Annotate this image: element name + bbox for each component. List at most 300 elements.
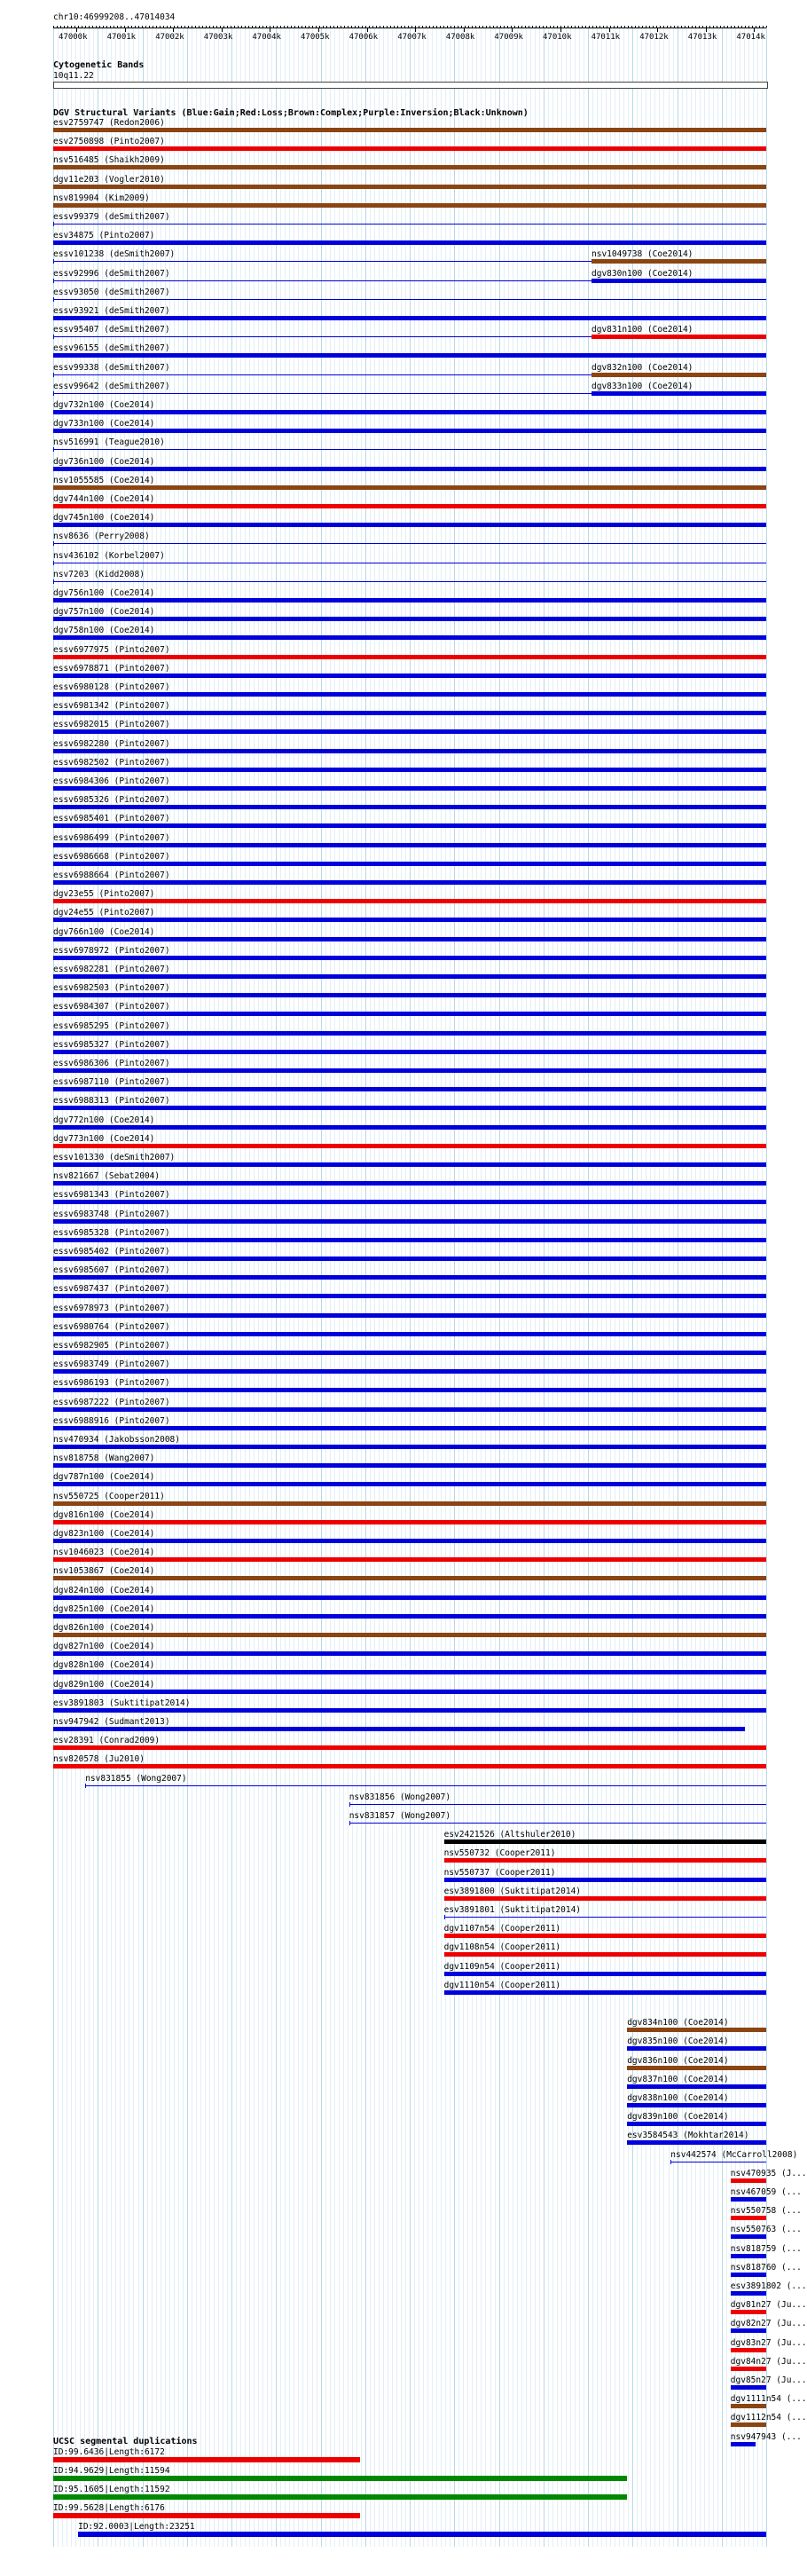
variant-bar[interactable] xyxy=(53,316,766,320)
variant-label[interactable]: esv2421526 (Altshuler2010) xyxy=(443,1830,576,1839)
variant-bar[interactable] xyxy=(731,2254,766,2258)
variant-label[interactable]: dgv758n100 (Coe2014) xyxy=(53,626,155,635)
variant-label[interactable]: dgv766n100 (Coe2014) xyxy=(53,927,155,937)
ruler-minor-tick xyxy=(372,26,373,28)
variant-label[interactable]: essv6982015 (Pinto2007) xyxy=(53,720,170,729)
variant-bar[interactable] xyxy=(53,1012,766,1016)
variant-label[interactable]: dgv816n100 (Coe2014) xyxy=(53,1510,155,1520)
variant-label[interactable]: nsv550725 (Cooper2011) xyxy=(53,1492,165,1501)
variant-bar[interactable] xyxy=(444,1972,766,1976)
grid-line xyxy=(432,27,433,2547)
variant-bar[interactable] xyxy=(53,1162,766,1167)
variant-label[interactable]: essv6984306 (Pinto2007) xyxy=(53,776,170,786)
variant-label[interactable]: dgv81n27 (Ju... xyxy=(730,2300,807,2310)
variant-bar[interactable] xyxy=(53,918,766,922)
ruler-minor-tick xyxy=(213,26,214,28)
variant-label[interactable]: essv99338 (deSmith2007) xyxy=(53,363,170,373)
variant-bar[interactable] xyxy=(53,185,766,189)
variant-label[interactable]: dgv829n100 (Coe2014) xyxy=(53,1680,155,1690)
ruler-major-tick xyxy=(76,28,77,32)
variant-bar[interactable] xyxy=(53,674,766,678)
variant-label[interactable]: esv2759747 (Redon2006) xyxy=(53,118,165,128)
variant-bar[interactable] xyxy=(53,467,766,471)
variant-label[interactable]: nsv831856 (Wong2007) xyxy=(349,1792,451,1802)
variant-label[interactable]: dgv1110n54 (Cooper2011) xyxy=(443,1981,561,1990)
variant-label[interactable]: essv99379 (deSmith2007) xyxy=(53,212,170,222)
variant-label[interactable]: essv6982905 (Pinto2007) xyxy=(53,1341,170,1351)
variant-label[interactable]: nsv436102 (Korbel2007) xyxy=(53,551,165,561)
variant-bar[interactable] xyxy=(592,259,766,264)
variant-label[interactable]: essv101238 (deSmith2007) xyxy=(53,249,176,259)
variant-bar[interactable] xyxy=(627,2140,766,2145)
ruler-minor-tick xyxy=(362,26,363,28)
variant-label[interactable]: essv95407 (deSmith2007) xyxy=(53,325,170,335)
variant-label[interactable]: dgv837n100 (Coe2014) xyxy=(627,2075,729,2084)
variant-bar[interactable] xyxy=(627,2084,766,2089)
ruler-minor-tick xyxy=(596,26,597,28)
variant-label[interactable]: essv6987437 (Pinto2007) xyxy=(53,1284,170,1294)
segdup-label[interactable]: ID:95.1605|Length:11592 xyxy=(53,2485,170,2494)
segdup-bar[interactable] xyxy=(53,2513,360,2518)
variant-label[interactable]: essv99642 (deSmith2007) xyxy=(53,382,170,391)
variant-bar[interactable] xyxy=(53,993,766,997)
variant-label[interactable]: dgv838n100 (Coe2014) xyxy=(627,2093,729,2103)
variant-label[interactable]: nsv1049738 (Coe2014) xyxy=(592,249,693,259)
variant-label[interactable]: dgv772n100 (Coe2014) xyxy=(53,1115,155,1125)
variant-label[interactable]: nsv818759 (... xyxy=(730,2244,802,2254)
variant-label[interactable]: essv6986668 (Pinto2007) xyxy=(53,852,170,862)
variant-bar[interactable] xyxy=(53,1388,766,1392)
grid-line xyxy=(673,27,674,2547)
ruler-minor-tick xyxy=(135,26,136,28)
variant-bar[interactable] xyxy=(53,410,766,414)
ruler-minor-tick xyxy=(358,26,359,28)
variant-bar[interactable] xyxy=(444,1839,766,1844)
ruler-major-tick xyxy=(318,28,319,32)
variant-label[interactable]: essv6985326 (Pinto2007) xyxy=(53,795,170,805)
variant-label[interactable]: dgv745n100 (Coe2014) xyxy=(53,513,155,523)
variant-bar[interactable] xyxy=(53,1219,766,1224)
variant-bar[interactable] xyxy=(53,429,766,433)
variant-line[interactable] xyxy=(53,299,766,300)
variant-label[interactable]: essv6985295 (Pinto2007) xyxy=(53,1021,170,1031)
variant-bar[interactable] xyxy=(53,805,766,809)
variant-line[interactable] xyxy=(53,449,766,450)
variant-bar[interactable] xyxy=(53,1445,766,1449)
variant-bar[interactable] xyxy=(53,1595,766,1600)
grid-line xyxy=(552,27,553,2547)
variant-line[interactable] xyxy=(53,336,592,337)
variant-label[interactable]: essv93921 (deSmith2007) xyxy=(53,306,170,316)
variant-bar[interactable] xyxy=(53,1764,766,1769)
variant-label[interactable]: essv6982281 (Pinto2007) xyxy=(53,965,170,974)
variant-bar[interactable] xyxy=(53,240,766,245)
ruler-tick-label: 47011k xyxy=(591,33,621,42)
variant-label[interactable]: dgv828n100 (Coe2014) xyxy=(53,1660,155,1670)
grid-line xyxy=(517,27,518,2547)
variant-label[interactable]: dgv836n100 (Coe2014) xyxy=(627,2056,729,2066)
variant-bar[interactable] xyxy=(53,146,766,151)
variant-label[interactable]: dgv833n100 (Coe2014) xyxy=(592,382,693,391)
variant-label[interactable]: dgv84n27 (Ju... xyxy=(730,2357,807,2367)
variant-label[interactable]: essv6985607 (Pinto2007) xyxy=(53,1265,170,1275)
variant-label[interactable]: dgv756n100 (Coe2014) xyxy=(53,588,155,598)
ruler-minor-tick xyxy=(461,26,462,28)
variant-label[interactable]: essv93050 (deSmith2007) xyxy=(53,288,170,297)
variant-bar[interactable] xyxy=(53,165,766,169)
variant-line[interactable] xyxy=(349,1823,766,1824)
variant-bar[interactable] xyxy=(731,2422,766,2427)
variant-label[interactable]: essv6980764 (Pinto2007) xyxy=(53,1322,170,1332)
variant-line[interactable] xyxy=(85,1785,766,1786)
variant-label[interactable]: nsv550737 (Cooper2011) xyxy=(443,1868,556,1878)
variant-label[interactable]: dgv732n100 (Coe2014) xyxy=(53,400,155,410)
variant-bar[interactable] xyxy=(731,2328,766,2333)
variant-label[interactable]: dgv825n100 (Coe2014) xyxy=(53,1604,155,1614)
grid-line xyxy=(579,27,580,2547)
variant-bar[interactable] xyxy=(53,1125,766,1130)
variant-label[interactable]: nsv467059 (... xyxy=(730,2187,802,2197)
variant-label[interactable]: nsv470934 (Jakobsson2008) xyxy=(53,1435,180,1445)
variant-bar[interactable] xyxy=(627,2103,766,2107)
ruler-minor-tick xyxy=(426,26,427,28)
variant-bar[interactable] xyxy=(731,2178,766,2183)
variant-line[interactable] xyxy=(53,224,766,225)
variant-bar[interactable] xyxy=(731,2442,756,2446)
variant-label[interactable]: dgv824n100 (Coe2014) xyxy=(53,1586,155,1595)
variant-label[interactable]: essv6982280 (Pinto2007) xyxy=(53,739,170,749)
variant-bar[interactable] xyxy=(731,2310,766,2314)
ruler-minor-tick xyxy=(670,26,671,28)
variant-bar[interactable] xyxy=(627,2046,766,2051)
variant-bar[interactable] xyxy=(53,598,766,603)
segdup-label[interactable]: ID:94.9629|Length:11594 xyxy=(53,2466,170,2476)
variant-bar[interactable] xyxy=(444,1878,766,1882)
variant-label[interactable]: essv92996 (deSmith2007) xyxy=(53,269,170,279)
variant-label[interactable]: essv6985327 (Pinto2007) xyxy=(53,1040,170,1050)
variant-bar[interactable] xyxy=(53,749,766,753)
variant-label[interactable]: essv6981342 (Pinto2007) xyxy=(53,701,170,711)
segdup-label[interactable]: ID:99.5628|Length:6176 xyxy=(53,2503,165,2513)
variant-bar[interactable] xyxy=(53,1332,766,1336)
variant-label[interactable]: nsv831855 (Wong2007) xyxy=(85,1774,187,1784)
ruler-minor-tick xyxy=(106,26,107,28)
ruler-tick-label: 47014k xyxy=(736,33,765,42)
variant-bar[interactable] xyxy=(592,279,766,283)
grid-line xyxy=(472,27,473,2547)
variant-bar[interactable] xyxy=(53,1576,766,1580)
variant-line[interactable] xyxy=(53,280,592,281)
variant-bar[interactable] xyxy=(53,617,766,621)
variant-bar[interactable] xyxy=(53,1050,766,1054)
variant-bar[interactable] xyxy=(53,1426,766,1430)
variant-bar[interactable] xyxy=(53,1256,766,1261)
variant-label[interactable]: esv3584543 (Mokhtar2014) xyxy=(627,2131,749,2140)
variant-bar[interactable] xyxy=(731,2197,766,2202)
variant-bar[interactable] xyxy=(731,2385,766,2390)
variant-label[interactable]: essv6988664 (Pinto2007) xyxy=(53,870,170,880)
variant-label[interactable]: essv6978972 (Pinto2007) xyxy=(53,946,170,956)
variant-bar[interactable] xyxy=(53,1539,766,1543)
variant-bar[interactable] xyxy=(53,1633,766,1637)
variant-bar[interactable] xyxy=(731,2367,766,2371)
variant-bar[interactable] xyxy=(53,1351,766,1355)
variant-bar[interactable] xyxy=(53,1294,766,1298)
variant-label[interactable]: dgv1107n54 (Cooper2011) xyxy=(443,1924,561,1934)
variant-label[interactable]: dgv23e55 (Pinto2007) xyxy=(53,889,155,899)
variant-label[interactable]: dgv832n100 (Coe2014) xyxy=(592,363,693,373)
variant-label[interactable]: nsv1053867 (Coe2014) xyxy=(53,1566,155,1576)
variant-bar[interactable] xyxy=(53,1501,766,1506)
variant-bar[interactable] xyxy=(53,635,766,640)
variant-bar[interactable] xyxy=(731,2273,766,2277)
variant-bar[interactable] xyxy=(627,2028,766,2032)
variant-bar[interactable] xyxy=(53,1614,766,1619)
variant-label[interactable]: esv34875 (Pinto2007) xyxy=(53,231,155,240)
variant-bar[interactable] xyxy=(444,1858,766,1863)
variant-bar[interactable] xyxy=(53,353,766,358)
variant-label[interactable]: nsv516991 (Teague2010) xyxy=(53,437,165,447)
variant-label[interactable]: nsv831857 (Wong2007) xyxy=(349,1811,451,1821)
variant-bar[interactable] xyxy=(53,1463,766,1468)
variant-label[interactable]: nsv818760 (... xyxy=(730,2263,802,2273)
variant-label[interactable]: nsv1046023 (Coe2014) xyxy=(53,1548,155,1557)
variant-bar[interactable] xyxy=(53,1482,766,1486)
variant-label[interactable]: dgv826n100 (Coe2014) xyxy=(53,1623,155,1633)
variant-label[interactable]: essv6982503 (Pinto2007) xyxy=(53,983,170,993)
ruler-minor-tick xyxy=(443,26,444,28)
variant-line[interactable] xyxy=(53,581,766,582)
variant-label[interactable]: dgv1112n54 (... xyxy=(730,2413,807,2422)
variant-bar[interactable] xyxy=(53,1670,766,1674)
variant-bar[interactable] xyxy=(53,1727,745,1731)
variant-line[interactable] xyxy=(444,1917,766,1918)
variant-label[interactable]: nsv7203 (Kidd2008) xyxy=(53,570,145,579)
variant-bar[interactable] xyxy=(731,2404,766,2408)
variant-bar[interactable] xyxy=(627,2122,766,2126)
grid-line xyxy=(570,27,571,2547)
variant-bar[interactable] xyxy=(53,692,766,697)
variant-bar[interactable] xyxy=(53,1520,766,1524)
variant-label[interactable]: dgv85n27 (Ju... xyxy=(730,2375,807,2385)
variant-label[interactable]: essv6986499 (Pinto2007) xyxy=(53,833,170,843)
variant-bar[interactable] xyxy=(53,1200,766,1204)
variant-label[interactable]: dgv24e55 (Pinto2007) xyxy=(53,908,155,918)
variant-label[interactable]: nsv820578 (Ju2010) xyxy=(53,1754,145,1764)
variant-label[interactable]: nsv1055585 (Coe2014) xyxy=(53,476,155,485)
ruler-tick-label: 47002k xyxy=(155,33,184,42)
variant-bar[interactable] xyxy=(53,523,766,527)
variant-bar[interactable] xyxy=(53,1407,766,1412)
variant-line[interactable] xyxy=(53,261,592,262)
segdup-bar[interactable] xyxy=(78,2532,766,2537)
variant-label[interactable]: essv6987110 (Pinto2007) xyxy=(53,1077,170,1087)
variant-label[interactable]: dgv787n100 (Coe2014) xyxy=(53,1472,155,1482)
variant-label[interactable]: essv6986306 (Pinto2007) xyxy=(53,1059,170,1068)
variant-bar[interactable] xyxy=(53,1557,766,1562)
variant-label[interactable]: essv6981343 (Pinto2007) xyxy=(53,1190,170,1200)
variant-label[interactable]: essv6982502 (Pinto2007) xyxy=(53,758,170,768)
ruler-minor-tick xyxy=(223,26,224,28)
variant-label[interactable]: essv6985402 (Pinto2007) xyxy=(53,1247,170,1256)
variant-label[interactable]: nsv550758 (... xyxy=(730,2206,802,2216)
variant-label[interactable]: dgv1111n54 (... xyxy=(730,2394,807,2404)
segdup-bar[interactable] xyxy=(53,2494,627,2500)
variant-bar[interactable] xyxy=(53,1313,766,1318)
variant-label[interactable]: nsv947943 (... xyxy=(730,2432,802,2442)
variant-label[interactable]: dgv83n27 (Ju... xyxy=(730,2338,807,2348)
variant-bar[interactable] xyxy=(53,1031,766,1036)
variant-label[interactable]: nsv821667 (Sebat2004) xyxy=(53,1171,161,1181)
variant-label[interactable]: nsv819904 (Kim2009) xyxy=(53,193,150,203)
variant-label[interactable]: nsv818758 (Wang2007) xyxy=(53,1453,155,1463)
variant-bar[interactable] xyxy=(731,2234,766,2239)
variant-bar[interactable] xyxy=(53,1369,766,1374)
variant-label[interactable]: dgv744n100 (Coe2014) xyxy=(53,494,155,504)
variant-label[interactable]: esv3891802 (... xyxy=(730,2281,807,2291)
variant-bar[interactable] xyxy=(731,2216,766,2220)
variant-bar[interactable] xyxy=(53,786,766,791)
variant-label[interactable]: esv2750898 (Pinto2007) xyxy=(53,137,165,146)
variant-line[interactable] xyxy=(53,393,592,394)
variant-bar[interactable] xyxy=(444,1896,766,1901)
variant-bar[interactable] xyxy=(53,862,766,866)
variant-bar[interactable] xyxy=(53,956,766,960)
variant-label[interactable]: nsv442574 (McCarroll2008) xyxy=(670,2150,798,2160)
variant-line[interactable] xyxy=(53,543,766,544)
grid-line xyxy=(535,27,536,2547)
variant-bar[interactable] xyxy=(53,1745,766,1750)
variant-label[interactable]: dgv831n100 (Coe2014) xyxy=(592,325,693,335)
variant-label[interactable]: dgv733n100 (Coe2014) xyxy=(53,419,155,429)
variant-bar[interactable] xyxy=(53,729,766,734)
ruler-minor-tick xyxy=(702,26,703,28)
variant-label[interactable]: essv6988916 (Pinto2007) xyxy=(53,1416,170,1426)
variant-bar[interactable] xyxy=(53,1087,766,1091)
variant-bar[interactable] xyxy=(53,823,766,828)
variant-bar[interactable] xyxy=(53,1106,766,1110)
variant-label[interactable]: nsv947942 (Sudmant2013) xyxy=(53,1717,170,1727)
variant-bar[interactable] xyxy=(592,391,766,396)
variant-label[interactable]: dgv11e203 (Vogler2010) xyxy=(53,175,165,185)
variant-bar[interactable] xyxy=(53,1068,766,1073)
variant-label[interactable]: dgv1109n54 (Cooper2011) xyxy=(443,1962,561,1972)
variant-label[interactable]: esv3891800 (Suktitipat2014) xyxy=(443,1887,582,1896)
variant-label[interactable]: nsv550763 (... xyxy=(730,2225,802,2234)
variant-bar[interactable] xyxy=(53,485,766,490)
variant-bar[interactable] xyxy=(53,899,766,903)
variant-label[interactable]: nsv550732 (Cooper2011) xyxy=(443,1848,556,1858)
variant-label[interactable]: nsv470935 (J... xyxy=(730,2169,807,2178)
variant-label[interactable]: essv6978871 (Pinto2007) xyxy=(53,664,170,674)
segdup-label[interactable]: ID:92.0003|Length:23251 xyxy=(78,2522,195,2532)
ruler-minor-tick xyxy=(291,26,292,28)
variant-label[interactable]: essv6985328 (Pinto2007) xyxy=(53,1228,170,1238)
variant-bar[interactable] xyxy=(444,1952,766,1957)
variant-bar[interactable] xyxy=(444,1990,766,1995)
variant-bar[interactable] xyxy=(53,1181,766,1186)
variant-line[interactable] xyxy=(53,374,592,375)
variant-label[interactable]: dgv835n100 (Coe2014) xyxy=(627,2036,729,2046)
variant-bar[interactable] xyxy=(627,2066,766,2070)
variant-label[interactable]: dgv82n27 (Ju... xyxy=(730,2319,807,2328)
variant-label[interactable]: nsv8636 (Perry2008) xyxy=(53,532,150,541)
ruler-minor-tick xyxy=(387,26,388,28)
variant-label[interactable]: dgv830n100 (Coe2014) xyxy=(592,269,693,279)
variant-label[interactable]: essv6984307 (Pinto2007) xyxy=(53,1002,170,1012)
variant-label[interactable]: dgv834n100 (Coe2014) xyxy=(627,2018,729,2028)
variant-label[interactable]: nsv516485 (Shaikh2009) xyxy=(53,155,165,165)
variant-bar[interactable] xyxy=(53,1708,766,1713)
variant-label[interactable]: essv6985401 (Pinto2007) xyxy=(53,814,170,823)
variant-label[interactable]: essv6988313 (Pinto2007) xyxy=(53,1096,170,1106)
variant-label[interactable]: esv3891803 (Suktitipat2014) xyxy=(53,1698,191,1708)
variant-bar[interactable] xyxy=(731,2291,766,2296)
variant-bar[interactable] xyxy=(53,880,766,885)
variant-bar[interactable] xyxy=(592,373,766,377)
variant-bar[interactable] xyxy=(53,768,766,772)
ruler-minor-tick xyxy=(713,26,714,28)
variant-bar[interactable] xyxy=(53,655,766,659)
variant-label[interactable]: dgv823n100 (Coe2014) xyxy=(53,1529,155,1539)
variant-bar[interactable] xyxy=(53,711,766,715)
variant-bar[interactable] xyxy=(53,843,766,847)
variant-bar[interactable] xyxy=(53,937,766,941)
ruler-minor-tick xyxy=(376,26,377,28)
variant-bar[interactable] xyxy=(444,1934,766,1938)
variant-label[interactable]: essv6983748 (Pinto2007) xyxy=(53,1209,170,1219)
variant-label[interactable]: dgv736n100 (Coe2014) xyxy=(53,457,155,467)
variant-label[interactable]: essv6980128 (Pinto2007) xyxy=(53,682,170,692)
variant-label[interactable]: essv6987222 (Pinto2007) xyxy=(53,1398,170,1407)
variant-bar[interactable] xyxy=(53,1690,766,1694)
variant-label[interactable]: essv6978973 (Pinto2007) xyxy=(53,1304,170,1313)
variant-label[interactable]: dgv757n100 (Coe2014) xyxy=(53,607,155,617)
grid-line xyxy=(610,27,611,2547)
variant-label[interactable]: dgv773n100 (Coe2014) xyxy=(53,1134,155,1144)
variant-label[interactable]: essv6983749 (Pinto2007) xyxy=(53,1359,170,1369)
variant-label[interactable]: essv96155 (deSmith2007) xyxy=(53,343,170,353)
grid-line xyxy=(637,27,638,2547)
variant-bar[interactable] xyxy=(53,128,766,132)
variant-label[interactable]: esv3891801 (Suktitipat2014) xyxy=(443,1905,582,1915)
variant-bar[interactable] xyxy=(592,335,766,339)
variant-label[interactable]: dgv839n100 (Coe2014) xyxy=(627,2112,729,2122)
segdup-label[interactable]: ID:99.6436|Length:6172 xyxy=(53,2447,165,2457)
variant-bar[interactable] xyxy=(53,504,766,508)
variant-line[interactable] xyxy=(349,1804,766,1805)
grid-line xyxy=(370,27,371,2547)
variant-label[interactable]: essv101330 (deSmith2007) xyxy=(53,1153,176,1162)
variant-bar[interactable] xyxy=(53,1651,766,1656)
variant-bar[interactable] xyxy=(53,1144,766,1148)
grid-line xyxy=(298,27,299,2547)
variant-label[interactable]: dgv827n100 (Coe2014) xyxy=(53,1642,155,1651)
variant-label[interactable]: essv6986193 (Pinto2007) xyxy=(53,1378,170,1388)
segdup-bar[interactable] xyxy=(53,2476,627,2481)
segdup-bar[interactable] xyxy=(53,2457,360,2462)
ruler-minor-tick xyxy=(681,26,682,28)
variant-label[interactable]: essv6977975 (Pinto2007) xyxy=(53,645,170,655)
variant-bar[interactable] xyxy=(53,1238,766,1242)
variant-label[interactable]: esv28391 (Conrad2009) xyxy=(53,1736,161,1745)
variant-bar[interactable] xyxy=(731,2348,766,2352)
variant-label[interactable]: dgv1108n54 (Cooper2011) xyxy=(443,1942,561,1952)
ruler-major-tick xyxy=(706,28,707,32)
variant-bar[interactable] xyxy=(53,203,766,208)
variant-bar[interactable] xyxy=(53,974,766,979)
variant-bar[interactable] xyxy=(53,1275,766,1280)
